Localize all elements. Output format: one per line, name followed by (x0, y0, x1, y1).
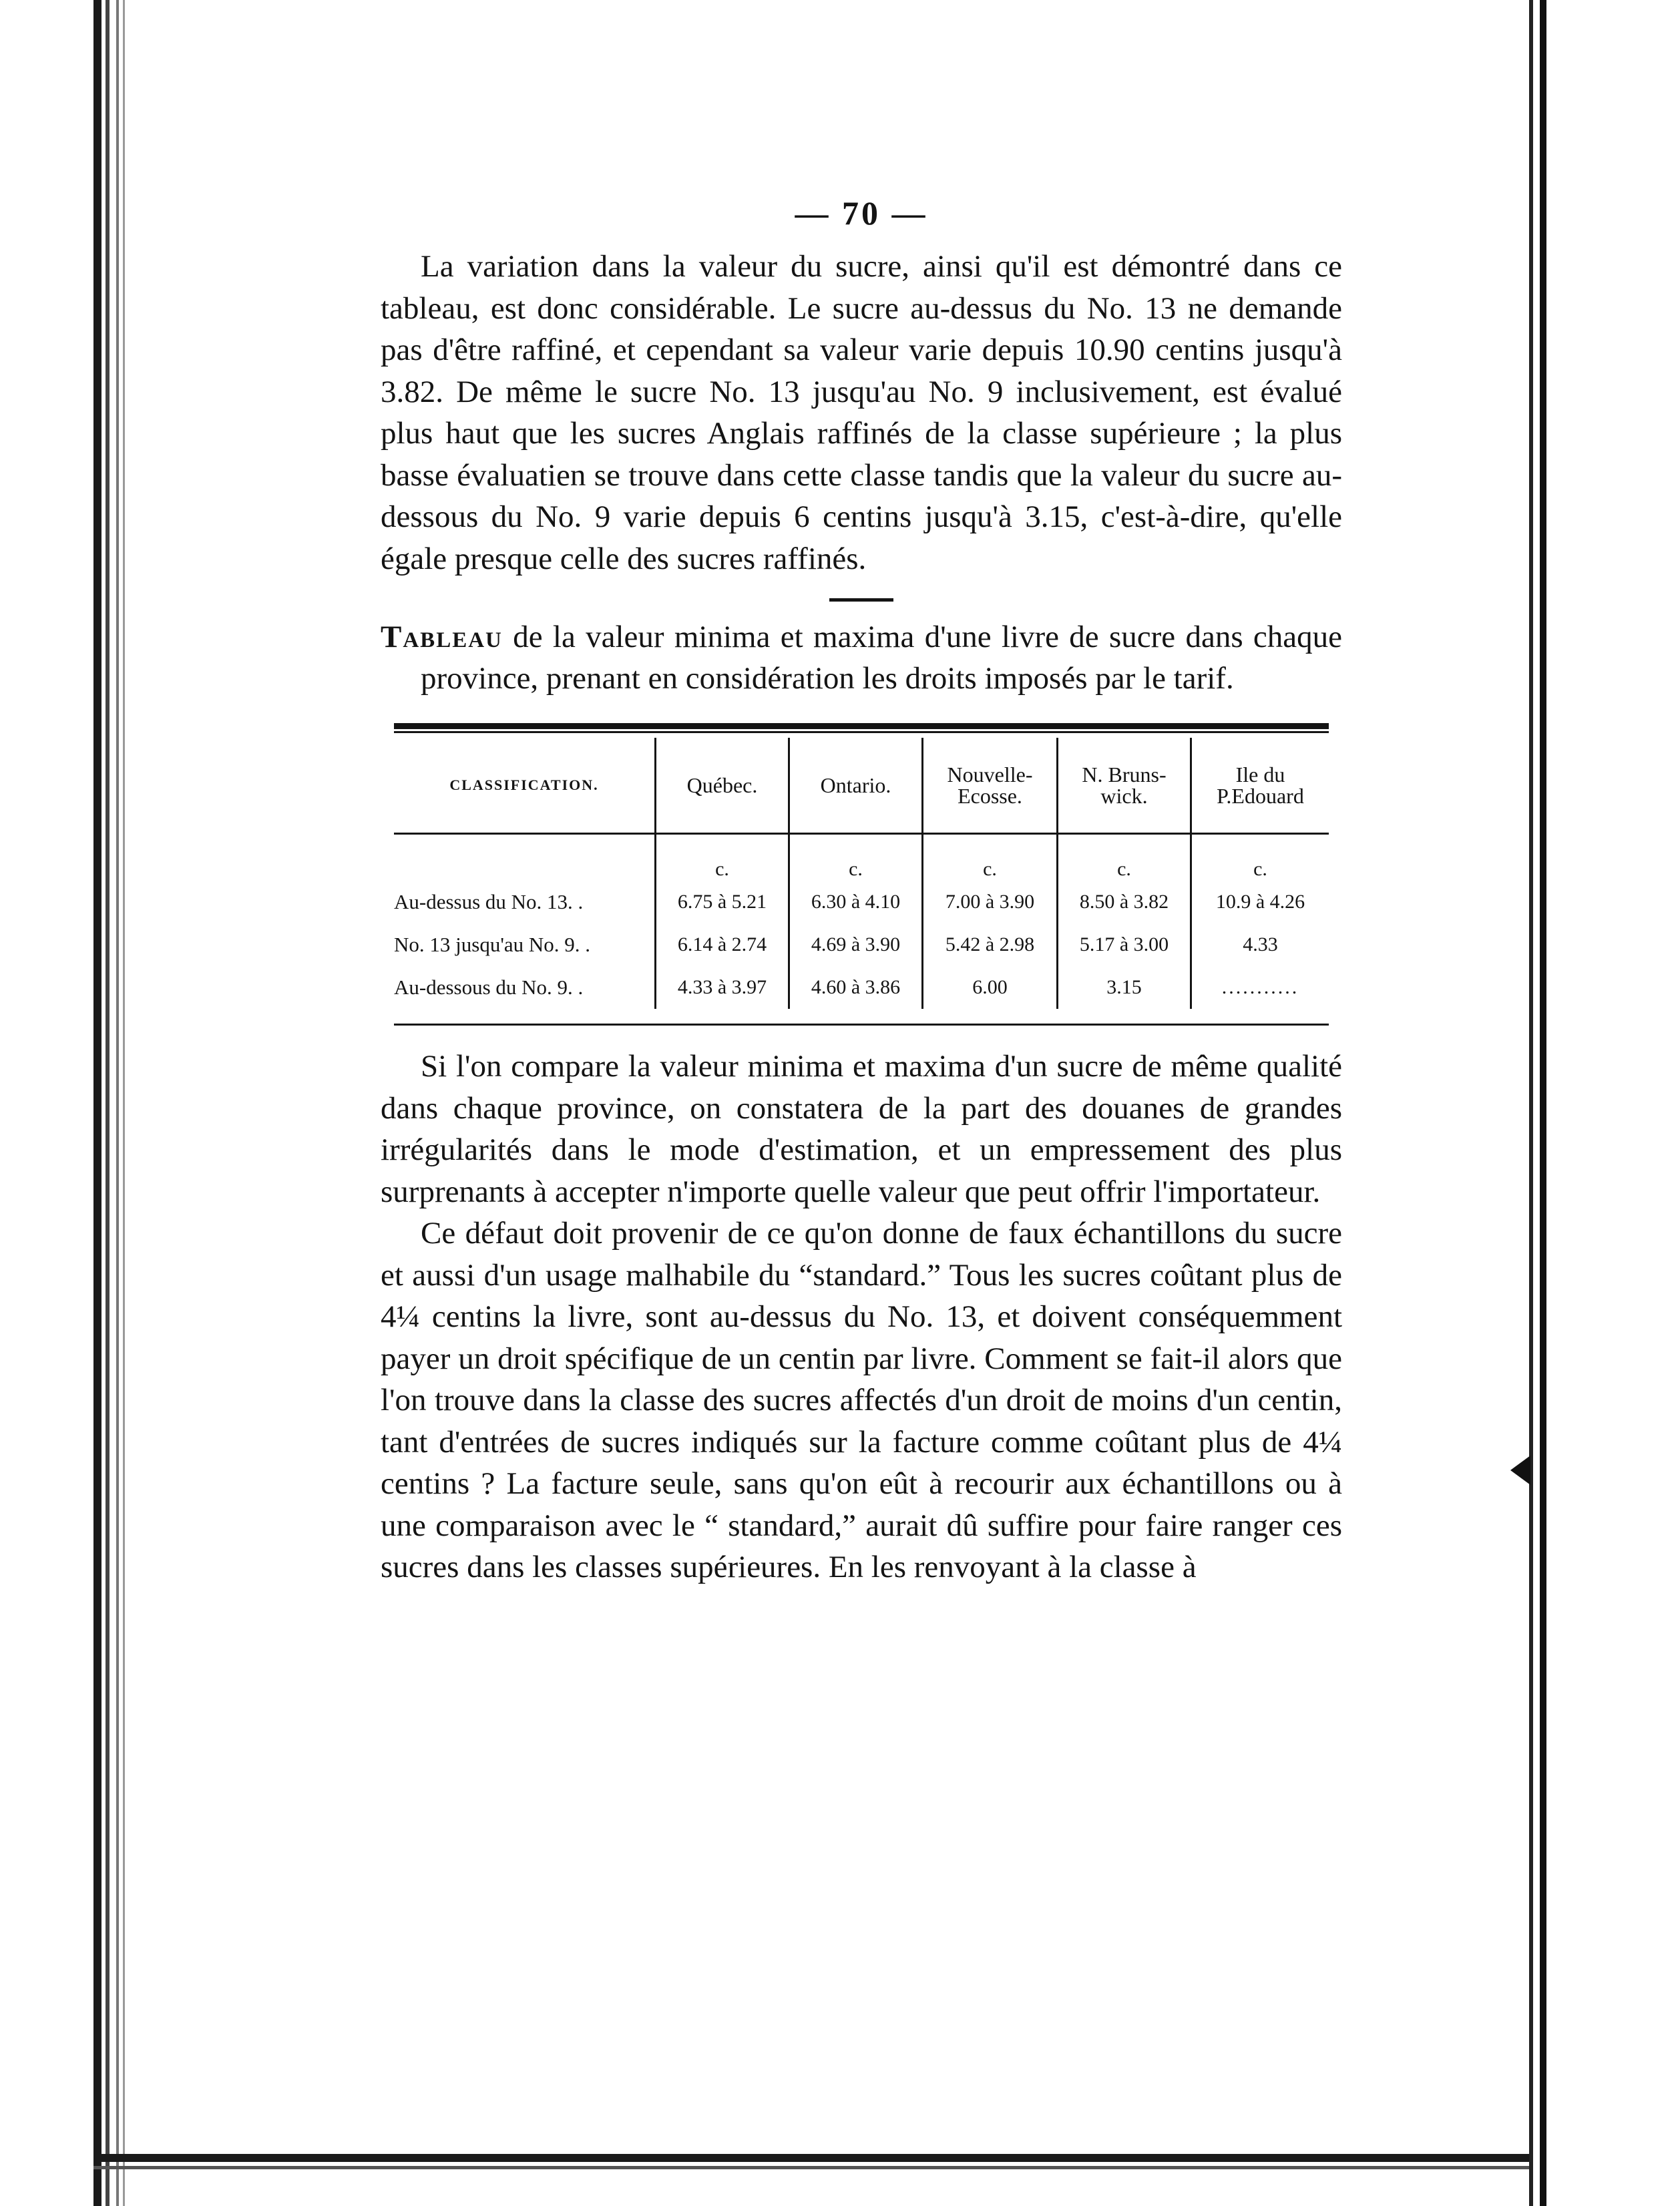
table-cell: 8.50 à 3.82 (1056, 881, 1190, 923)
paragraph-variation: La variation dans la valeur du sucre, ainsi qu'il est démontré dans ce tableau, est donc considérable. Le sucre au-dessus du No. 13 ne demande pas d'être raffiné, et cependant sa valeur varie depuis 10.90 centins jusqu'à 3.82. De même le sucre No. 13 jusqu'au No. 9 inclusivement, est évalué plus haut que les sucres Anglais raffinés de la classe supérieure ; la plus basse évaluatien se trouve dans cette classe tandis que la valeur du sucre au-dessous du No. 9 varie depuis 6 centins jusqu'à 3.15, c'est-à-dire, qu'elle égale presque celle des sucres raffinés. (381, 249, 1342, 576)
table-bottom-rule (394, 1009, 1329, 1026)
binding-edge-line (116, 0, 119, 2206)
table-cell: 5.17 à 3.00 (1056, 923, 1190, 966)
table-cell: 7.00 à 3.90 (921, 881, 1056, 923)
table-header-row (394, 738, 1329, 833)
header-nouvelle-ecosse: Nouvelle- Ecosse. (921, 738, 1056, 833)
row-label: No. 13 jusqu'au No. 9. . (394, 933, 591, 956)
unit-cell: c. (1190, 837, 1329, 881)
sugar-value-table (394, 723, 1329, 1026)
page-right-edge (1529, 0, 1533, 2206)
binding-edge-line (123, 0, 125, 2206)
binding-edge-shadow (106, 0, 110, 2206)
table-cell: 4.69 à 3.90 (788, 923, 921, 966)
table-row (394, 923, 1329, 966)
page-notch (1510, 1456, 1530, 1485)
header-quebec: Québec. (654, 738, 788, 833)
table-cell: 4.33 (1190, 923, 1329, 966)
table-cell: 4.60 à 3.86 (788, 966, 921, 1009)
row-label: Au-dessus du No. 13. . (394, 890, 584, 913)
row-label: Au-dessous du No. 9. . (394, 975, 584, 999)
table-cell-empty: ........... (1190, 966, 1329, 1009)
table-caption-text: de la valeur minima et maxima d'une livre de sucre dans chaque province, prenant en considération les droits imposés par le tarif. (421, 620, 1343, 696)
table-cell: 4.33 à 3.97 (654, 966, 788, 1009)
header-ile-du-p-edouard: Ile du P.Edouard (1190, 738, 1329, 833)
table-row (394, 966, 1329, 1009)
table-caption-lead: Tableau (381, 620, 503, 654)
table-cell: 6.00 (921, 966, 1056, 1009)
page-right-edge-shadow (1540, 0, 1546, 2206)
table-cell: 10.9 à 4.26 (1190, 881, 1329, 923)
section-divider (829, 598, 893, 602)
table-cell: 6.14 à 2.74 (654, 923, 788, 966)
table-cell: 5.42 à 2.98 (921, 923, 1056, 966)
unit-cell: c. (654, 837, 788, 881)
table-unit-row (394, 837, 1329, 881)
header-classification: CLASSIFICATION. (449, 777, 599, 793)
header-ontario: Ontario. (788, 738, 921, 833)
unit-cell: c. (788, 837, 921, 881)
unit-cell: c. (1056, 837, 1190, 881)
binding-edge (93, 0, 101, 2206)
table-cell: 6.75 à 5.21 (654, 881, 788, 923)
page-bottom-edge-shadow (93, 2166, 1529, 2169)
table-top-rule (394, 723, 1329, 731)
table-row (394, 881, 1329, 923)
paragraph-defaut: Ce défaut doit provenir de ce qu'on donne de faux échantillons du sucre et aussi d'un usage malhabile du “standard.” Tous les sucres coûtant plus de 4¼ centins la livre, sont au-dessus du No. 13, et doivent conséquemment payer un droit spécifique de un centin par livre. Comment se fait-il alors que l'on trouve dans la classe des sucres affectés d'un droit de moins d'un centin, tant d'entrées de sucres indiqués sur la facture comme coûtant plus de 4¼ centins ? La facture seule, sans qu'on eût à recourir aux échantillons ou à une comparaison avec le “ standard,” aurait dû suffire pour faire ranger ces sucres dans les classes supérieures. En les renvoyant à la classe à (381, 1216, 1342, 1584)
page-bottom-edge (93, 2154, 1529, 2162)
paragraph-comparison: Si l'on compare la valeur minima et maxima d'un sucre de même qualité dans chaque province, on constatera de la part des douanes de grandes irrégularités dans le mode d'estimation, et un empressement des plus surprenants à accepter n'importe quelle valeur que peut offrir l'importateur. (381, 1049, 1342, 1209)
table-cell: 3.15 (1056, 966, 1190, 1009)
table-cell: 6.30 à 4.10 (788, 881, 921, 923)
document-page (381, 194, 1342, 1588)
page-number: — 70 — (795, 194, 928, 232)
table-caption (381, 616, 1342, 699)
header-n-brunswick: N. Bruns- wick. (1056, 738, 1190, 833)
unit-cell: c. (921, 837, 1056, 881)
